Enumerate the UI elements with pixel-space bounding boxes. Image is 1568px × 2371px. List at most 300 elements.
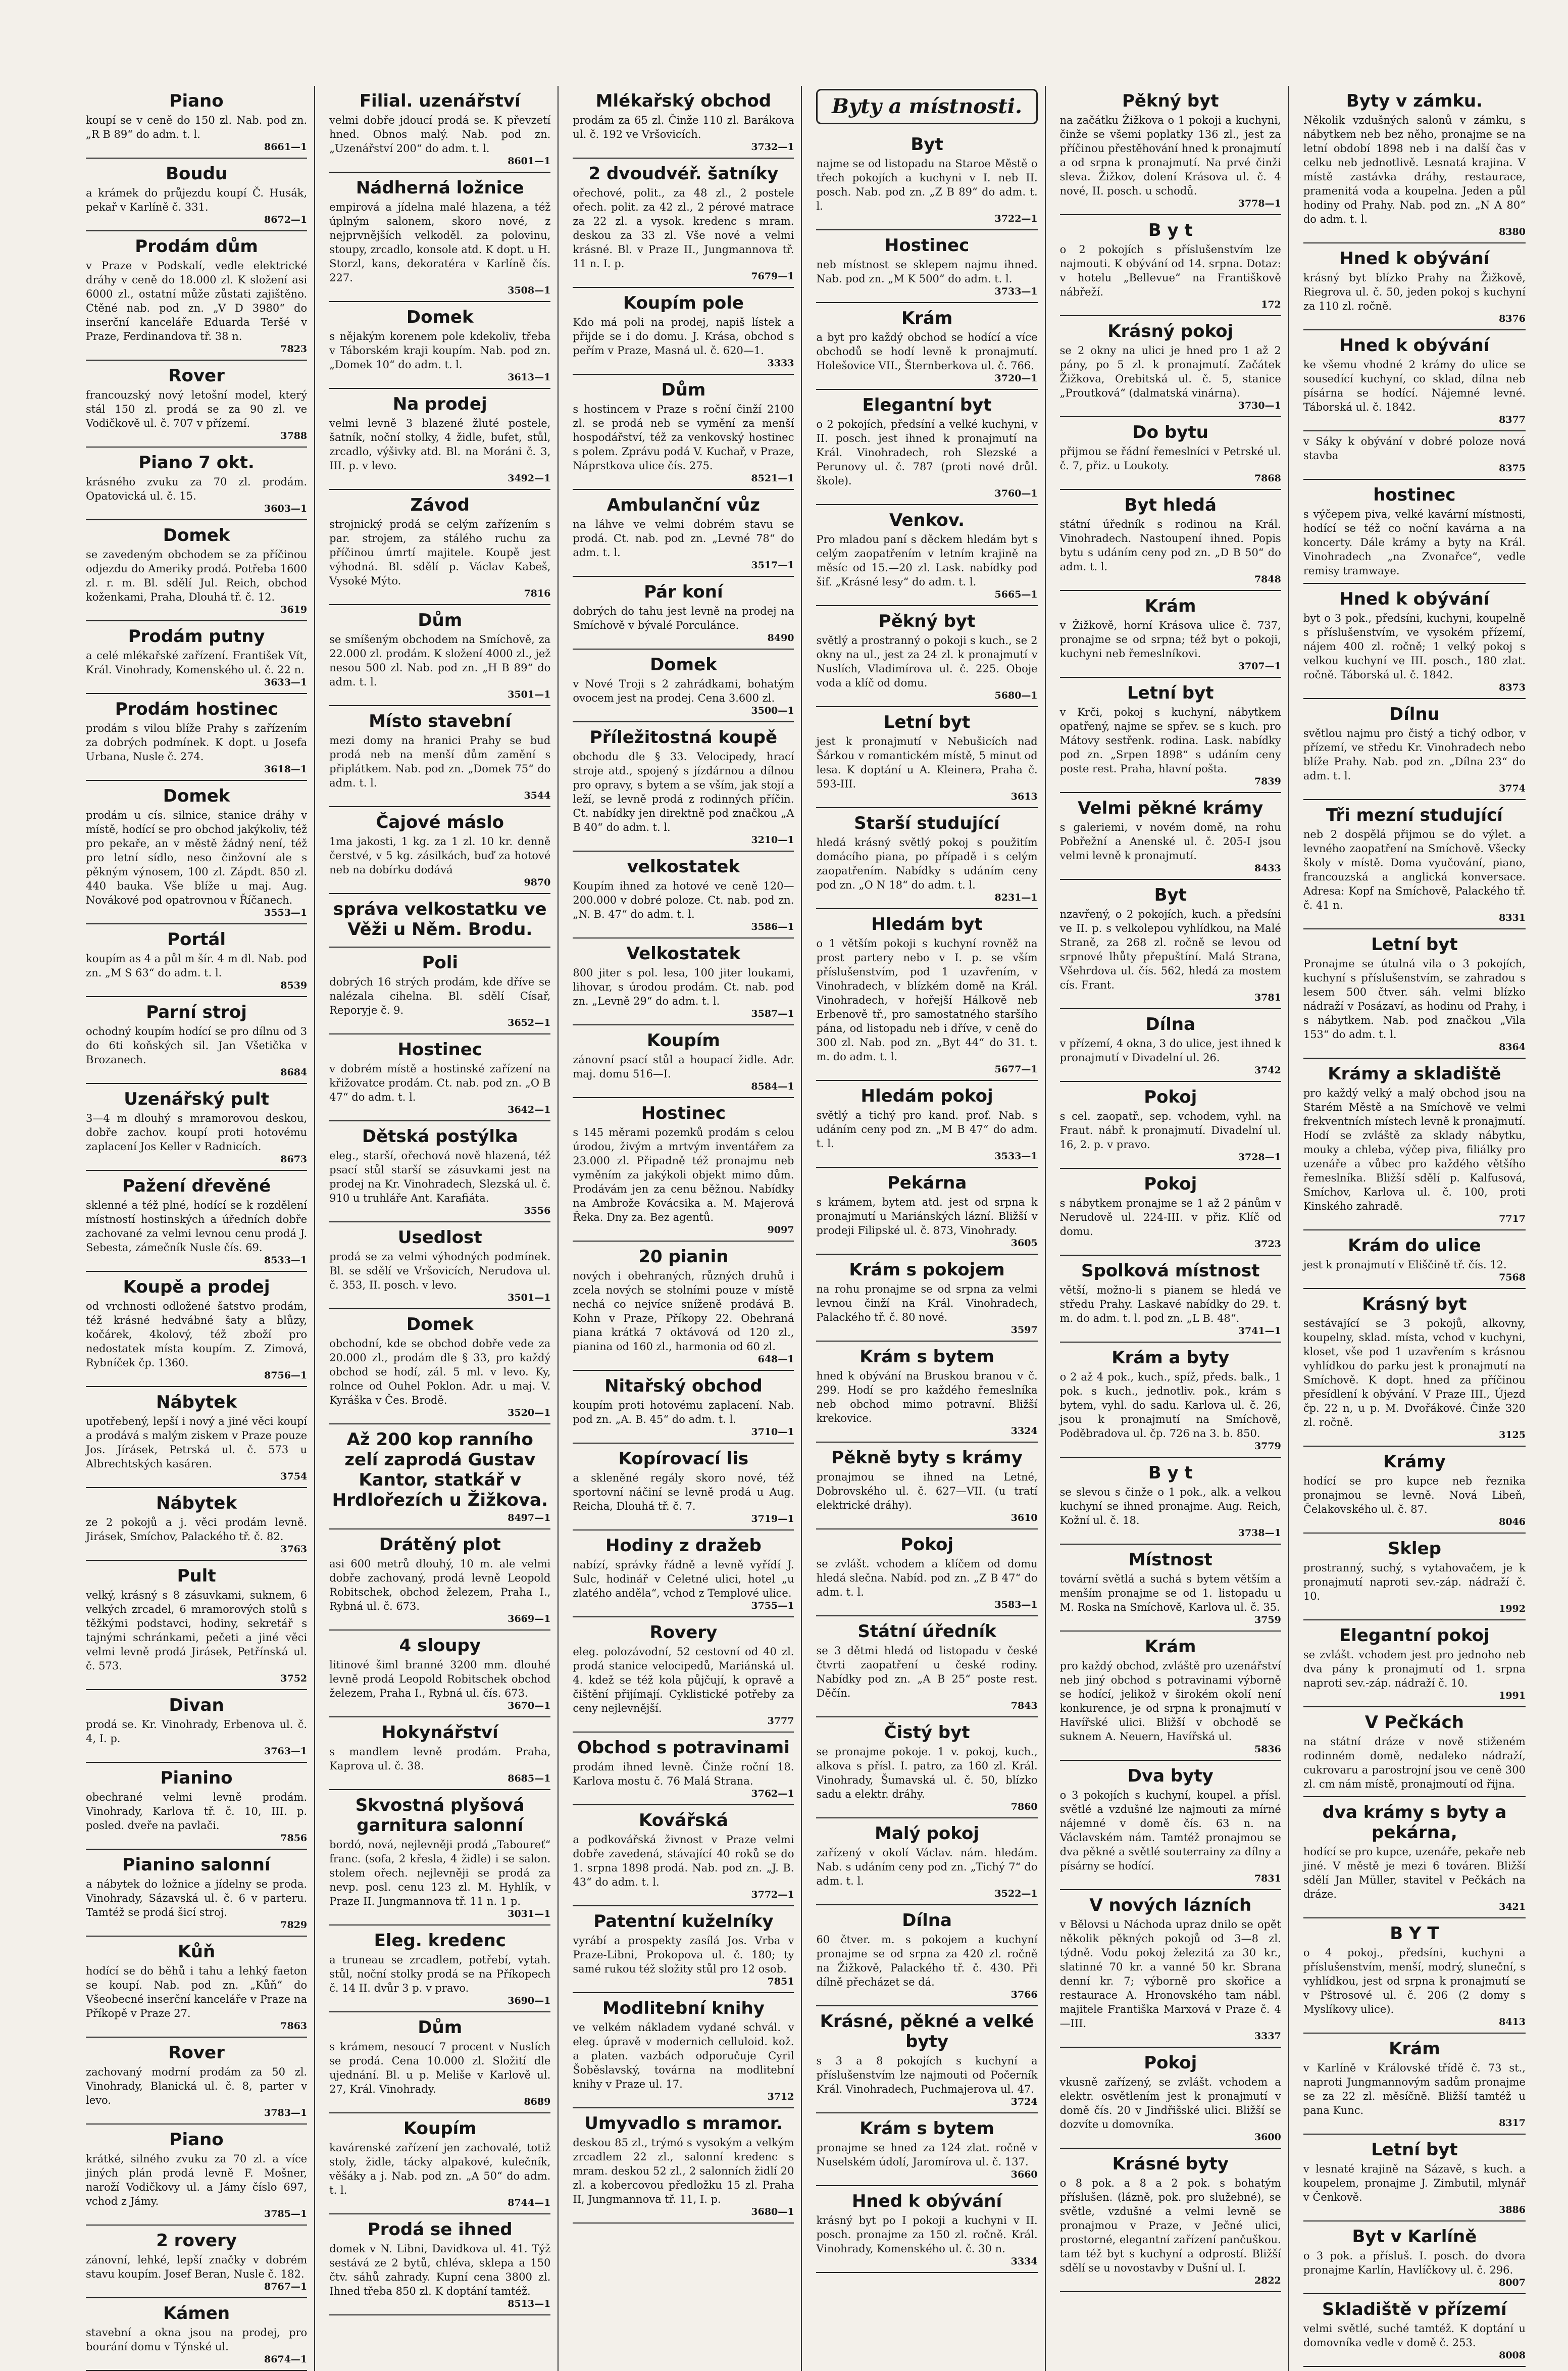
classified-ad (573, 375, 794, 490)
ad-title: Kovářská (639, 1810, 728, 1831)
ad-title: Letní byt (1371, 2140, 1458, 2160)
ad-title: Rover (168, 2043, 225, 2063)
ad-text: s nějakým korenem pole kdekoliv, třeba v Táborském kraji koupím. Nab. pod zn. „Domek 10“ do adm. t. l. (329, 330, 551, 371)
column-5 (1055, 86, 1289, 2371)
ad-title: Usedlost (397, 1227, 482, 1248)
ad-title: Krám do ulice (1348, 1236, 1481, 1256)
ad-text: s hostincem v Praze s roční činží 2100 zl. se prodá neb se vymění za menší hospodářství, též za venkovský hostinec s polem. Zprávu podá V. Kuchař, v Praze, Náprstkova ulice čís. 275. (573, 403, 794, 472)
ad-title: Piano (169, 91, 224, 111)
ad-text: tovární světlá a suchá s bytem větším a menším pronajme se od 1. listopadu u M. Roska na Smíchově, Karlova ul. č. 35. (1059, 1573, 1281, 1613)
column-6 (1298, 86, 1533, 2371)
ad-title: Spolková místnost (1081, 1261, 1260, 1281)
ad-code: 3710—1 (751, 1426, 794, 1438)
ad-code: 3618—1 (264, 764, 308, 775)
ad-code: 7568 (1499, 1272, 1526, 1283)
ad-title: Dílnu (1389, 704, 1440, 724)
classified-ad (573, 2108, 794, 2224)
ad-title: dva krámy s byty a pekárna, (1322, 1802, 1507, 1843)
classified-ad (1060, 1082, 1281, 1169)
ad-code: 3785—1 (264, 2208, 308, 2219)
ad-title: Krásný pokoj (1107, 321, 1234, 341)
ad-text: o 2 pokojích, předsíní a velké kuchyni, v II. posch. jest ihned k pronajmutí na Král. Vinohradech, roh Slezské a Perunovy ul. č. 787 (proti nové drůl. škole). (816, 418, 1038, 487)
ad-code: 8685—1 (508, 1773, 551, 1784)
ad-code: 3752 (280, 1673, 308, 1684)
ad-text: obchodu dle § 33. Velocipedy, hrací stroje atd., spojený s jízdárnou a dílnou pro opravy, s bytem a se vším, jak stojí a leží, se levně prodá z rodinných příčin. Ct. nabídky jen direktně pod značkou „A B 40“ do adm. t. l. (573, 751, 794, 833)
ad-code: 8231—1 (994, 892, 1038, 903)
ad-title: Pokoj (1144, 1174, 1197, 1194)
classified-ad (1303, 431, 1526, 480)
classified-ad (86, 159, 307, 231)
ad-code: 5680—1 (994, 690, 1038, 701)
ad-code: 8008 (1499, 2350, 1526, 2361)
ad-text: s 3 a 8 pokojích s kuchyní a příslušenstvím lze najmouti od Počerník Král. Vinohradech, Puchmajerova ul. 47. (816, 2055, 1038, 2095)
ad-code: 3517—1 (751, 560, 794, 571)
ad-title: Koupě a prodej (123, 1277, 270, 1297)
classified-ad (86, 2226, 307, 2298)
ad-code: 8373 (1499, 682, 1526, 693)
ad-text: v lesnaté krajině na Sázavě, s kuch. a koupelem, pronajme J. Zimbutil, mlynář v Čenkově. (1303, 2163, 1526, 2203)
ad-code: 8377 (1499, 414, 1526, 425)
ad-code: 7839 (1254, 776, 1281, 787)
ad-title: Krásné, pěkné a velké byty (820, 2011, 1034, 2052)
ad-title: Piano (169, 2130, 224, 2150)
ad-title: Prodám dům (135, 236, 258, 257)
ad-text: 3—4 m dlouhý s mramorovou deskou, dobře zachov. koupí proti hotovému zaplacení Jos Keller v Radnicích. (86, 1112, 308, 1153)
ad-title: V nových lázních (1089, 1895, 1252, 1915)
classified-ad (1303, 1289, 1526, 1447)
ad-text: krásný byt blízko Prahy na Žižkově, Riegrova ul. č. 50, jeden pokoj s kuchyní za 110 zl. ročně. (1303, 272, 1526, 312)
ad-code: 3613 (1010, 791, 1038, 802)
classified-ad (816, 505, 1037, 606)
ad-title: Pažení dřevěné (122, 1176, 271, 1196)
ad-title: Prodám hostinec (115, 699, 278, 719)
ad-code: 3210—1 (751, 834, 794, 846)
classified-ad (1303, 584, 1526, 699)
ad-title: Krám (1144, 1637, 1196, 1657)
ad-text: prodám ihned levně. Činže roční 18. Karlova mostu č. 76 Malá Strana. (573, 1761, 794, 1787)
ad-title: 2 dvoudvéř. šatníky (588, 164, 779, 184)
ad-title: Kopírovací lis (618, 1449, 749, 1469)
ad-title: Malý pokoj (875, 1823, 979, 1844)
classified-ad (1303, 1230, 1526, 1289)
ad-text: upotřebený, lepší i nový a jiné věci koupí a prodává s malým ziskem v Praze pouze Jos. Jírásek, Petrská ul. č. 573 u Albrechtských kasáren. (86, 1415, 308, 1470)
ad-code: 3324 (1010, 1425, 1038, 1437)
classified-ad (1303, 1447, 1526, 1534)
ad-title: Uzenářský pult (124, 1089, 269, 1109)
ad-title: Prodá se ihned (367, 2219, 513, 2240)
ad-text: strojnický prodá se celým zařízením s par. strojem, za stálého ruchu za příčinou úmrtí majitele. Koupě jest výhodná. Bl. sdělí p. Václav Kabeš, Vysoké Mýto. (329, 518, 551, 587)
ad-title: Koupím (647, 1030, 720, 1051)
ad-text: o 2 až 4 pok., kuch., spíž, předs. balk., 1 pok. s kuch., jednotliv. pok., krám s bytem, vyhl. do sadu. Karlova ul. č. 26, jsou k pronajmutí na Smíchově, Poděbradova ul. čp. 726 na 3. b. 850. (1059, 1371, 1281, 1440)
ad-text: o 4 pokoj., předsíni, kuchyni a příslušenstvím, menší, modrý, sluneční, s vyhlídkou, jest od srpna k pronajmutí se v Pštrosové ul. č. 206 (2 domy s Myslíkovy ulice). (1303, 1947, 1526, 2015)
classified-ad (1060, 880, 1281, 1009)
classified-ad (816, 1818, 1037, 1905)
classified-ad (329, 894, 550, 948)
ad-code: 8689 (524, 2096, 551, 2107)
classified-ad (86, 2298, 307, 2371)
ad-title: Elegantní byt (862, 395, 992, 415)
classified-ad (816, 808, 1037, 909)
classified-ad (1060, 86, 1281, 215)
ad-code: 172 (1261, 299, 1281, 310)
classified-ad (86, 1387, 307, 1488)
ad-text: Kdo má poli na prodej, napiš lístek a přijde se i do domu. J. Krása, obchod s peřím v Praze, Masná ul. č. 620—1. (573, 316, 794, 357)
ad-code: 7863 (280, 2020, 308, 2032)
ad-title: Krám s pokojem (849, 1260, 1005, 1280)
ad-title: Velmi pěkné krámy (1078, 798, 1263, 818)
classified-ad (329, 948, 550, 1034)
section-heading: Byty a místnosti. (816, 89, 1037, 124)
ad-text: zánovní, lehké, lepší značky v dobrém stavu koupím. Josef Beran, Nusle č. 182. (86, 2254, 308, 2280)
classified-ad (573, 852, 794, 938)
ad-code: 3763 (280, 1544, 308, 1555)
ad-title: Kámen (163, 2303, 230, 2324)
ad-text: s galeriemi, v novém domě, na rohu Pobřežní a Anenské ul. č. 205-I jsou velmi levně k pronajmutí. (1059, 821, 1281, 862)
classified-ad (573, 1993, 794, 2108)
ad-title: Místo stavební (369, 711, 512, 731)
ad-text: hodící se do běhů i tahu a lehký faeton se koupí. Nab. pod zn. „Kůň“ do Všeobecné inserční kanceláře v Praze na Příkopě v Praze 27. (86, 1965, 308, 2019)
ad-text: eleg., starší, ořechová nově hlazená, též psací stůl starší se zásuvkami jest na prodej na Kr. Vinohradech, Slezská ul. č. 910 u truhláře Ant. Karafiáta. (329, 1150, 551, 1204)
ad-text: asi 600 metrů dlouhý, 10 m. ale velmi dobře zachovaný, prodá levně Leopold Robitschek, obchod železem, Praha I., Rybná ul. č. 673. (329, 1558, 551, 1612)
ad-code: 3742 (1254, 1065, 1281, 1076)
ad-code: 9870 (524, 877, 551, 888)
classified-ad (86, 231, 307, 361)
ad-text: se 3 dětmi hledá od listopadu v české čtvrti zaopatření u české rodiny. Nabídky pod zn. „A B 25“ poste rest. Děčín. (816, 1645, 1038, 1699)
ad-title: Krásné byty (1112, 2154, 1229, 2174)
ad-code: 3732—1 (751, 141, 794, 153)
classified-ad (1303, 1059, 1526, 1230)
classified-ad (816, 390, 1037, 505)
ad-title: Hostinec (397, 1040, 482, 1060)
ad-title: Krásný byt (1362, 1294, 1467, 1314)
classified-ad (573, 1098, 794, 1242)
ad-title: 2 rovery (156, 2231, 237, 2251)
classified-ad (573, 1242, 794, 1371)
ad-title: Pekárna (887, 1173, 967, 1193)
ad-text: a nábytek do ložnice a jídelny se proda. Vinohrady, Sázavská ul. č. 6 v parteru. Tamtéž se prodá šicí stroj. (86, 1878, 308, 1918)
ad-title: Pokoj (1144, 2053, 1197, 2073)
ad-text: dobrých 16 strých prodám, kde dříve se nalézala cihelna. Bl. sdělí Císař, Reporyje č. 9. (329, 976, 551, 1016)
column-3 (568, 86, 802, 2371)
ad-title: Dva byty (1127, 1766, 1213, 1786)
ad-code: 3605 (1010, 1238, 1038, 1249)
ad-code: 3722—1 (994, 213, 1038, 224)
ad-text: ze 2 pokojů a j. věci prodám levně. Jirásek, Smíchov, Palackého tř. č. 82. (86, 1516, 308, 1543)
ad-code: 3421 (1499, 1901, 1526, 1912)
classified-ad (816, 1443, 1037, 1529)
ad-code: 3724 (1010, 2096, 1038, 2107)
ad-title: Tři mezní studující (1326, 805, 1503, 825)
ad-text: stavební a okna jsou na prodej, pro bourání domu v Týnské ul. (86, 2327, 308, 2353)
ad-text: a byt pro každý obchod se hodící a více obchodů se hodí levně k pronajmutí. Holešovice VII., Šternberkova ul. č. 766. (816, 331, 1038, 372)
classified-ad (816, 1529, 1037, 1616)
ad-code: 8364 (1499, 1042, 1526, 1053)
ad-text: hledá krásný světlý pokoj s použitím domácího piana, po případě i s celým zaopatřením. Nabídky s udáním ceny pod zn. „O N 18“ do adm. t. l. (816, 836, 1038, 891)
ad-text: hned k obývání na Bruskou branou v č. 299. Hodí se pro každého řemeslníka neb obchod mimo potravní. Bližší krekovice. (816, 1370, 1038, 1424)
ad-code: 3125 (1499, 1429, 1526, 1441)
ad-text: deskou 85 zl., trýmó s vysokým a velkým zrcadlem 22 zl., salonní kredenc s mram. deskou 52 zl., 2 salonních židlí 20 zl. a kobercovou předložku 15 zl. Praha II, Jungmannova tř. 11, I. p. (573, 2137, 794, 2205)
ad-text: Několik vzdušných salonů v zámku, s nábytkem neb bez něho, pronajme se na letní období 1898 neb i na další čas v celku neb jednotlivě. Lesnatá krajina. V místě zastávka dráhy, restaurace, pramenitá voda a koupelna. Jeden a půl hodiny od Prahy. Nab. pod zn. „N A 80“ do adm. t. l. (1303, 114, 1526, 225)
ad-text: Koupím ihned za hotové ve ceně 120—200.000 v dobré poloze. Ct. nab. pod zn. „N. B. 47“ do adm. t. l. (573, 880, 794, 920)
ad-title: 20 pianin (638, 1247, 729, 1267)
ad-text: o 2 pokojích s příslušenstvím lze najmouti. K obývání od 14. srpna. Dotaz: v hotelu „Bellevue“ na Františkově nábřeží. (1059, 243, 1281, 298)
ad-code: 3781 (1254, 992, 1281, 1003)
classified-ad (573, 650, 794, 722)
classified-ad (86, 924, 307, 997)
ad-text: o 1 větším pokoji s kuchyní rovněž na prost partery nebo v I. p. se vším příslušenstvím, pod 1 uzavřením, v Vinohradech, v blízkém domě na Král. Vinohradech, v hořejší Hálkově neb Erbenově tř., pro samostatného staršího pána, od listopadu neb i dříve, v ceně do 300 zl. Nab. pod zn. „Byt 44“ do 31. t. m. do adm. t. l. (816, 937, 1038, 1063)
ad-code: 3730—1 (1238, 400, 1281, 411)
ad-text: zachovaný modrní prodám za 50 zl. Vinohrady, Blanická ul. č. 8, parter v levo. (86, 2066, 308, 2106)
ad-title: Letní byt (1371, 934, 1458, 955)
ad-title: Venkov. (889, 510, 965, 530)
classified-ad (816, 2113, 1037, 2186)
classified-ad (816, 1255, 1037, 1342)
ad-text: na začátku Žižkova o 1 pokoji a kuchyni, činže se všemi poplatky 136 zl., jest za příčinou přestěhování hned k pronajmutí a od srpna k pronajmutí. Na prvé činži sleva. Žižkov, dolení Krásova ul. č. 4 nové, II. posch. u schodů. (1059, 114, 1281, 197)
ad-title: Čajové máslo (376, 812, 504, 832)
ad-title: Hledám byt (871, 914, 983, 934)
classified-ad (1303, 800, 1526, 929)
classified-ad (573, 1617, 794, 1733)
classified-ad (573, 288, 794, 375)
classified-ad (573, 1805, 794, 1906)
ad-code: 3633—1 (264, 677, 308, 688)
classified-ad (1060, 1458, 1281, 1545)
ad-code: 9097 (767, 1224, 794, 1236)
ad-text: v přízemí, 4 okna, 3 do ulice, jest ihned k pronajmutí v Divadelní ul. 26. (1059, 1038, 1281, 1064)
ad-code: 5665—1 (994, 589, 1038, 600)
classified-ad (329, 807, 550, 894)
column-1 (81, 86, 315, 2371)
ad-text: pronajme se hned za 124 zlat. ročně v Nuselském údolí, Jaromírova ul. č. 137. (816, 2142, 1038, 2168)
ad-code: 8380 (1499, 226, 1526, 237)
classified-columns (81, 86, 1533, 2365)
ad-text: se pronajme pokoje. 1 v. pokoj, kuch., alkova s přísl. I. patro, za 160 zl. Král. Vinohrady, Šumavská ul. č. 50, blízko sadu a elektr. dráhy. (816, 1746, 1038, 1800)
ad-title: Letní byt (1127, 683, 1214, 703)
classified-ad (1060, 316, 1281, 417)
ad-code: 1991 (1499, 1690, 1526, 1701)
ad-text: 1ma jakosti, 1 kg. za 1 zl. 10 kr. denně čerstvé, v 5 kg. zásilkách, buď za hotové neb na dobírku dodává (329, 835, 551, 876)
ad-code: 3774 (1499, 783, 1526, 794)
ad-text: prodám za 65 zl. Činže 110 zl. Barákova ul. č. 192 ve Vršovicích. (573, 114, 794, 140)
ad-text: s krámem, nesoucí 7 procent v Nuslích se prodá. Cena 10.000 zl. Složití dle ujednání. Bl. u p. Meliše v Karlově ul. 27, Král. Vinohrady. (329, 2041, 551, 2095)
ad-title: Prodám putny (128, 626, 265, 647)
classified-ad (86, 1171, 307, 1272)
ad-code: 3670—1 (508, 1700, 551, 1711)
ad-title: Pult (177, 1566, 216, 1586)
ad-text: francouzský nový letošní model, který stál 150 zl. prodá se za 90 zl. ve Vodičkově ul. č. 707 v přízemí. (86, 389, 308, 429)
ad-text: s nábytkem pronajme se 1 až 2 pánům v Nerudově ul. 224-III. v přiz. Klíč od domu. (1059, 1197, 1281, 1238)
ad-code: 3031—1 (508, 1908, 551, 1919)
ad-code: 2822 (1254, 2275, 1281, 2286)
classified-ad (86, 1690, 307, 1763)
ad-title: Kůň (177, 1942, 216, 1962)
classified-ad (86, 1763, 307, 1850)
classified-ad (329, 1631, 550, 1717)
ad-title: Portál (167, 929, 226, 950)
ad-text: světlý a tichý pro kand. prof. Nab. s udáním ceny pod zn. „M B 47“ do adm. t. l. (816, 1109, 1038, 1150)
ad-text: o 3 pokojích s kuchyní, koupel. a přísl. světlé a vzdušné lze najmouti za mírné nájemné v domě čís. 63 n. na Václavském nám. Tamtéž pronajmou se dva pěkné a světlé souterrainy za dílny a písárny se hodící. (1059, 1789, 1281, 1872)
ad-code: 3501—1 (508, 1292, 551, 1303)
ad-text: v Praze v Podskalí, vedle elektrické dráhy v ceně do 18.000 zl. K složení asi 6000 zl., ostatní může zůstati zajištěno. Ctěné nab. pod zn. „V D 3980“ do inserční kanceláře Eduarda Teršé v Praze, Ferdinandova tř. 38 n. (86, 260, 308, 342)
classified-ad (329, 2012, 550, 2113)
classified-ad (86, 361, 307, 448)
ad-code: 8490 (767, 632, 794, 644)
classified-ad (1060, 1343, 1281, 1458)
ad-title: Nitařský obchod (604, 1376, 763, 1396)
ad-code: 3886 (1499, 2204, 1526, 2215)
classified-ad (816, 1168, 1037, 1255)
ad-code: 8513—1 (508, 2298, 551, 2309)
ad-title: B y t (1148, 220, 1193, 240)
ad-text: světlý a prostranný o pokoji s kuch., se 2 okny na ul., jest za 24 zl. k pronajmutí v Nuslích, Vladimírova ul. č. 225. Oboje voda a klíč od domu. (816, 634, 1038, 689)
ad-text: ochodný koupím hodící se pro dílnu od 3 do 6ti koňských sil. Jan Všetička v Brozanech. (86, 1025, 308, 1066)
ad-title: Velkostatek (626, 944, 741, 964)
ad-code: 3741—1 (1238, 1325, 1281, 1337)
ad-text: 800 jiter s pol. lesa, 100 jiter loukami, lihovar, s úrodou prodám. Ct. nab. pod zn. „Levně 29“ do adm. t. l. (573, 967, 794, 1007)
classified-ad (329, 302, 550, 389)
classified-ad (1303, 1534, 1526, 1620)
ad-text: se smíšeným obchodem na Smíchově, za 22.000 zl. prodám. K složení 4000 zl., jež nesou 500 zl. Nab. pod zn. „H B 89“ do adm. t. l. (329, 633, 551, 688)
ad-text: prodám s vilou blíže Prahy s zařízením za dobrých podmínek. K dopt. u Josefa Urbana, Nusle č. 274. (86, 722, 308, 763)
classified-ad (329, 1222, 550, 1309)
classified-ad (1060, 1545, 1281, 1632)
column-4 (811, 86, 1045, 2371)
ad-text: a truneau se zrcadlem, potřebí, vytah. stůl, noční stolky prodá se na Příkopech č. 14 II. dvůr 3 p. v pravo. (329, 1954, 551, 1994)
ad-code: 8672—1 (264, 214, 308, 225)
ad-text: prodá se za velmi výhodných podmínek. Bl. se sdělí ve Vršovicích, Nerudova ul. č. 353, II. posch. v levo. (329, 1251, 551, 1291)
ad-code: 3603—1 (264, 503, 308, 514)
ad-text: jest k pronajmutí v Nebušicích nad Šárkou v romantickém místě, 5 minut od lesa. K doptání u A. Kleinera, Praha č. 593-III. (816, 735, 1038, 790)
ad-text: nzavřený, o 2 pokojích, kuch. a předsíni ve II. p. s velkolepou vyhlídkou, na Malé Straně, za 268 zl. ročně se levou od srpnové lhůty přepuštíní. Malá Strana, Všehrdova ul. čís. 562, hledá za mostem cís. Frant. (1059, 908, 1281, 991)
ad-code: 3619 (280, 604, 308, 615)
classified-ad (816, 606, 1037, 707)
ad-title: Místnost (1128, 1550, 1212, 1570)
classified-ad (329, 1424, 550, 1529)
ad-title: Hostinec (641, 1103, 726, 1123)
ad-code: 8521—1 (751, 473, 794, 484)
ad-text: velmi dobře jdoucí prodá se. K převzetí hned. Obnos malý. Nab. pod zn. „Uzenářství 200“ do adm. t. l. (329, 114, 551, 155)
ad-code: 3763—1 (264, 1746, 308, 1757)
classified-ad (573, 1444, 794, 1530)
ad-code: 3759 (1254, 1614, 1281, 1625)
ad-title: Závod (410, 495, 470, 515)
classified-ad (329, 605, 550, 706)
ad-code: 3720—1 (994, 373, 1038, 384)
ad-title: Modlitební knihy (602, 1998, 765, 2018)
ad-text: na láhve ve velmi dobrém stavu se prodá. Ct. nab. pod zn. „Levné 78“ do adm. t. l. (573, 518, 794, 559)
ad-title: Obchod s potravinami (577, 1738, 790, 1758)
classified-ad (816, 1905, 1037, 2006)
ad-code: 7816 (524, 588, 551, 599)
ad-code: 3610 (1010, 1512, 1038, 1523)
ad-title: Drátěný plot (379, 1535, 501, 1555)
ad-code: 8756—1 (264, 1370, 308, 1381)
classified-ad (329, 1529, 550, 1631)
ad-text: v Karlíně v Královské třídě č. 73 st., naproti Jungmannovým sadům pronajme se za 22 zl. měsíčně. Bližší tamtéž u pana Kunc. (1303, 2062, 1526, 2116)
ad-title: Nábytek (156, 1493, 237, 1513)
ad-text: od vrchnosti odložené šatstvo prodám, též krásné hedvábné šaty a blůzy, kočárek, 4kolový, též zboží pro nedostatek místa koupím. Z. Zimová, Rybníček čp. 1360. (86, 1300, 308, 1369)
ad-text: se slevou s činže o 1 pok., alk. a velkou kuchyní se ihned pronajme. Aug. Reich, Kožní ul. č. 18. (1059, 1486, 1281, 1526)
classified-ad (573, 1906, 794, 1993)
ad-title: Skladiště v přízemí (1322, 2299, 1507, 2319)
ad-text: Pronajme se útulná vila o 3 pokojích, kuchyní s příslušenstvím, se zahradou s lesem 500 čtver. sáh. velmi blízko nádraží v Posázaví, as hodinu od Prahy, i s nábytkem. Nab. pod značkou „Vila 153“ do adm. t. l. (1303, 958, 1526, 1041)
ad-title: Umyvadlo s mramor. (584, 2113, 783, 2134)
ad-title: Krám (901, 308, 953, 328)
ad-text: státní úředník s rodinou na Král. Vinohradech. Nastoupení ihned. Popis bytu s udáním ceny pod zn. „D B 50“ do adm. t. l. (1059, 518, 1281, 573)
ad-code: 3738—1 (1238, 1527, 1281, 1539)
classified-ad (1303, 929, 1526, 1059)
classified-ad (86, 694, 307, 781)
ad-title: Státní úředník (857, 1621, 996, 1642)
ad-code: 8376 (1499, 313, 1526, 324)
classified-ad (573, 722, 794, 852)
classified-ad (1060, 1761, 1281, 1890)
classified-ad (573, 159, 794, 288)
ad-code: 3556 (524, 1205, 551, 1216)
ad-title: Patentní kuželníky (593, 1911, 774, 1932)
ad-code: 8744—1 (508, 2197, 551, 2208)
ad-text: bordó, nová, nejlevněji prodá „Taboureť“ franc. (sofa, 2 křesla, 4 židle) i se salon. stolem ořech. nejlevněji se prodá za nevp. posl. cenu 123 zl. M. Hyhlík, v Praze II. Jungmannova tř. 11 n. 1 p. (329, 1839, 551, 1907)
classified-ad (329, 490, 550, 605)
classified-ad (86, 781, 307, 924)
ad-code: 8684 (280, 1067, 308, 1078)
ad-code: 3583—1 (994, 1599, 1038, 1610)
classified-ad (329, 1717, 550, 1790)
classified-ad (86, 520, 307, 621)
classified-ad (86, 1850, 307, 1937)
ad-text: přijmou se řádní řemeslníci v Petrské ul. č. 7, přiz. u Loukoty. (1059, 446, 1281, 472)
ad-text: Pro mladou paní s děckem hledám byt s celým zaopatřením v letním krajině na měsíc od 15.—20 zl. Lask. nabídky pod šif. „Krásné lesy“ do adm. t. l. (816, 533, 1038, 588)
classified-ad (1060, 1632, 1281, 1761)
ad-title: Hned k obývání (1339, 589, 1490, 609)
ad-code: 8046 (1499, 1516, 1526, 1527)
ad-code: 1992 (1499, 1603, 1526, 1614)
classified-ad (1303, 243, 1526, 330)
ad-code: 3500—1 (751, 705, 794, 716)
ad-code: 8661—1 (264, 141, 308, 153)
classified-ad (86, 1084, 307, 1171)
ad-title: 4 sloupy (399, 1636, 481, 1656)
ad-code: 3778—1 (1238, 198, 1281, 209)
ad-code: 3783—1 (264, 2107, 308, 2118)
ad-code: 7823 (280, 343, 308, 355)
ad-title: Byty v zámku. (1346, 91, 1483, 111)
ad-text: hodící se pro kupce, uzenáře, pekaře neb jiné. V městě je mezi 6 továren. Bližší sdělí Jan Müller, stavitel v Pečkách na dráze. (1303, 1846, 1526, 1900)
ad-code: 3719—1 (751, 1513, 794, 1524)
ad-text: koupí se v ceně do 150 zl. Nab. pod zn. „R B 89“ do adm. t. l. (86, 114, 308, 140)
classified-ad (573, 1733, 794, 1805)
ad-title: Krám a byty (1111, 1348, 1230, 1368)
ad-text: neb místnost se sklepem najmu ihned. Nab. pod zn. „M K 500“ do adm. t. l. (816, 259, 1038, 285)
ad-code: 8331 (1499, 912, 1526, 923)
ad-code: 3553—1 (264, 907, 308, 918)
ad-title: Dům (661, 380, 706, 400)
ad-title: Hned k obývání (851, 2191, 1002, 2211)
ad-text: krásný byt po I pokoji a kuchyni v II. posch. pronajme za 150 zl. ročně. Král. Vinohrady, Komenského ul. č. 30 n. (816, 2214, 1038, 2255)
classified-ad (1303, 2034, 1526, 2135)
classified-ad (1060, 490, 1281, 591)
ad-text: o 8 pok. a 8 a 2 pok. s bohatým příslušen. (lázně, pok. pro služebné), se světle, vzdušné a velmi levně se pronajmou v Praze, v Ječné ulici, prostorné, elegantní zařízení pančuškou. tam též byt s kuchyní a odprostí. Bližší sdělí se u novostavby v Dušní ul. I. (1059, 2177, 1281, 2274)
classified-ad (1060, 793, 1281, 880)
ad-code: 3772—1 (751, 1889, 794, 1900)
ad-title: Krám (1144, 596, 1196, 616)
ad-title: Rover (168, 366, 225, 386)
ad-text: krátké, silného zvuku za 70 zl. a více jiných plán prodá levně F. Mošner, naroží Vodičkovy ul. a Jámy číslo 697, vchod z Jámy. (86, 2153, 308, 2207)
ad-title: Filial. uzenářství (359, 91, 521, 111)
ad-text: hodící se pro kupce neb řeznika pronajmou se levně. Nová Libeň, Čelakovského ul. č. 87. (1303, 1475, 1526, 1515)
classified-ad (816, 129, 1037, 230)
ad-code: 3508—1 (508, 285, 551, 296)
